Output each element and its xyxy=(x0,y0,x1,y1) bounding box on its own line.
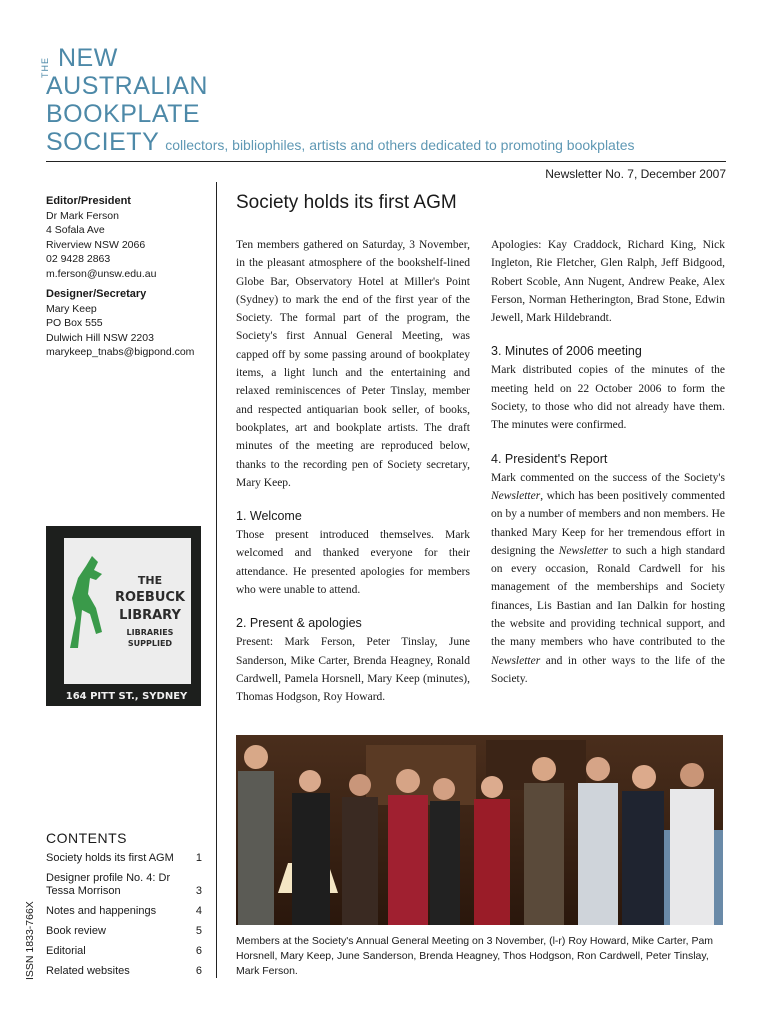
article-intro: Ten members gathered on Saturday, 3 November, in the pleasant atmosphere of the bookshelf-lined Globe Bar, Observatory Hotel at Miller's Point (Sydney) to mark the end of the first year of the Society. The formal part of the program, the Society's first Annual General Meeting, was capped off by some passing around of bookplatey items, a light lunch and the entertaining and relaxed reminiscences of Peter Tinslay, member and respected antiquarian book seller, of books, bookplates, art and bookplate artists. The draft minutes of the meeting are reproduced below, thanks to the recording pen of Society secretary, Mary Keep. xyxy=(236,239,470,489)
issue-line: Newsletter No. 7, December 2007 xyxy=(545,167,726,181)
issn: ISSN 1833-766X xyxy=(24,901,36,980)
bookplate-roebuck: ROEBUCK xyxy=(114,590,186,605)
section-heading-president: 4. President's Report xyxy=(491,451,608,466)
newsletter-italic: Newsletter xyxy=(491,489,541,502)
editor-phone: 02 9428 2863 xyxy=(46,253,111,265)
editor-street: 4 Sofala Ave xyxy=(46,224,105,236)
bookplate-libraries: LIBRARIES xyxy=(126,628,174,637)
newsletter-italic: Newsletter xyxy=(558,544,608,557)
article-column-1 xyxy=(236,236,470,707)
section-text-present: Present: Mark Ferson, Peter Tinslay, June Sanderson, Mike Carter, Brenda Heagney, Ronald Cardwell, Pamela Horsnell, Mary Keep (minutes), Thomas Hodgson, Roy Howard. xyxy=(236,636,470,704)
toc-page: 3 xyxy=(195,885,202,897)
designer-pobox: PO Box 555 xyxy=(46,317,103,329)
bookplate-address: 164 PITT ST., SYDNEY xyxy=(65,691,188,702)
designer-email[interactable]: marykeep_tnabs@bigpond.com xyxy=(46,346,195,358)
bookplate-top-border xyxy=(46,526,201,538)
toc-label: Notes and happenings xyxy=(46,905,157,917)
editor-suburb: Riverview NSW 2066 xyxy=(46,238,146,251)
section-heading-minutes: 3. Minutes of 2006 meeting xyxy=(491,344,642,359)
editor-email[interactable]: m.ferson@unsw.edu.au xyxy=(46,267,157,280)
section-heading-present: 2. Present & apologies xyxy=(236,616,362,631)
toc-page: 1 xyxy=(195,852,202,864)
section-text-president xyxy=(491,469,725,689)
masthead-line-society xyxy=(46,128,726,159)
president-text-part: Mark commented on the success of the Society's xyxy=(491,471,725,484)
bookplate-the: THE xyxy=(137,574,163,587)
article-column-2 xyxy=(491,236,725,688)
toc-label: Society holds its first AGM xyxy=(46,852,174,864)
photo-caption: Members at the Society's Annual General Meeting on 3 November, (l-r) Roy Howard, Mike Carter, Pam Horsnell, Mary Keep, June Sanderson, Brenda Heagney, Thos Hodgson, Ron Cardwell, Peter Tinslay, Mark Ferson. xyxy=(236,935,714,977)
masthead-line-new: NEW xyxy=(58,44,118,72)
section-text-welcome: Those present introduced themselves. Mark welcomed and thanked everyone for their attendance. He presented apologies for members who were unable to attend. xyxy=(236,529,470,597)
toc-label: Editorial xyxy=(46,945,86,957)
toc-label: Designer profile No. 4: Dr Tessa Morrison xyxy=(46,872,171,897)
column-divider xyxy=(216,182,217,978)
toc-page: 5 xyxy=(195,925,202,937)
bookplate-supplied: SUPPLIED xyxy=(127,639,173,648)
masthead xyxy=(40,44,726,159)
toc-label: Book review xyxy=(46,925,106,937)
toc-page: 6 xyxy=(195,945,202,957)
toc-label: Related websites xyxy=(46,965,130,977)
editor-name: Dr Mark Ferson xyxy=(46,209,119,222)
section-heading-welcome: 1. Welcome xyxy=(236,509,302,524)
contents-title: CONTENTS xyxy=(46,830,127,846)
toc-item[interactable] xyxy=(46,925,202,938)
masthead-society-word: SOCIETY xyxy=(46,128,160,156)
contents xyxy=(46,830,202,985)
editor-block xyxy=(46,194,206,281)
toc-item[interactable] xyxy=(46,852,202,865)
designer-heading: Designer/Secretary xyxy=(46,288,147,300)
toc-item[interactable] xyxy=(46,945,202,958)
masthead-tagline: collectors, bibliophiles, artists and others dedicated to promoting bookplates xyxy=(165,137,635,153)
toc-page: 6 xyxy=(195,965,202,977)
group-photo-illustration xyxy=(236,735,723,925)
apologies-text: Apologies: Kay Craddock, Richard King, Nick Ingleton, Rie Fletcher, Glen Ralph, Jeff Bidgood, Robert Scoble, Ann Nugent, Andrew Peake, Alex Ferson, Norman Hetherington, Brad Stone, Edwin Jewell, Mark Hildebrandt. xyxy=(491,239,725,325)
president-text-part: and in other ways to the life of the Society. xyxy=(491,654,725,685)
masthead-rule xyxy=(46,161,726,162)
editor-heading: Editor/President xyxy=(46,195,131,207)
masthead-the: THE xyxy=(40,57,50,78)
masthead-line-bookplate: BOOKPLATE xyxy=(46,100,201,128)
bookplate-library: LIBRARY xyxy=(119,608,181,623)
president-text-part: to such a high standard on every occasion, Ronald Cardwell for his management of the memberships and Society finances, Lis Bastian and Ian Dalkin for hosting the website and providing technical support, and the many members who have contributed to the xyxy=(491,544,725,649)
toc-item[interactable] xyxy=(46,872,202,898)
masthead-line-australian: AUSTRALIAN xyxy=(46,72,208,100)
roebuck-bookplate-image xyxy=(46,526,201,706)
designer-name: Mary Keep xyxy=(46,302,97,315)
president-text-part: , which has been positively commented on by a number of members and non members. He thanked Mary Keep for her tremendous effort in designing the xyxy=(491,489,725,557)
designer-suburb: Dulwich Hill NSW 2203 xyxy=(46,331,154,344)
newsletter-italic: Newsletter xyxy=(491,654,541,667)
section-text-minutes: Mark distributed copies of the minutes of the meeting held on 22 October 2006 to form the Society, to those who did not already have them. The minutes were confirmed. xyxy=(491,364,725,432)
toc-item[interactable] xyxy=(46,905,202,918)
horse-icon xyxy=(62,548,112,658)
designer-block xyxy=(46,287,206,360)
article-title: Society holds its first AGM xyxy=(236,192,457,213)
toc-page: 4 xyxy=(195,905,202,917)
agm-group-photo xyxy=(236,735,723,925)
sidebar xyxy=(46,194,206,366)
toc-item[interactable] xyxy=(46,965,202,978)
